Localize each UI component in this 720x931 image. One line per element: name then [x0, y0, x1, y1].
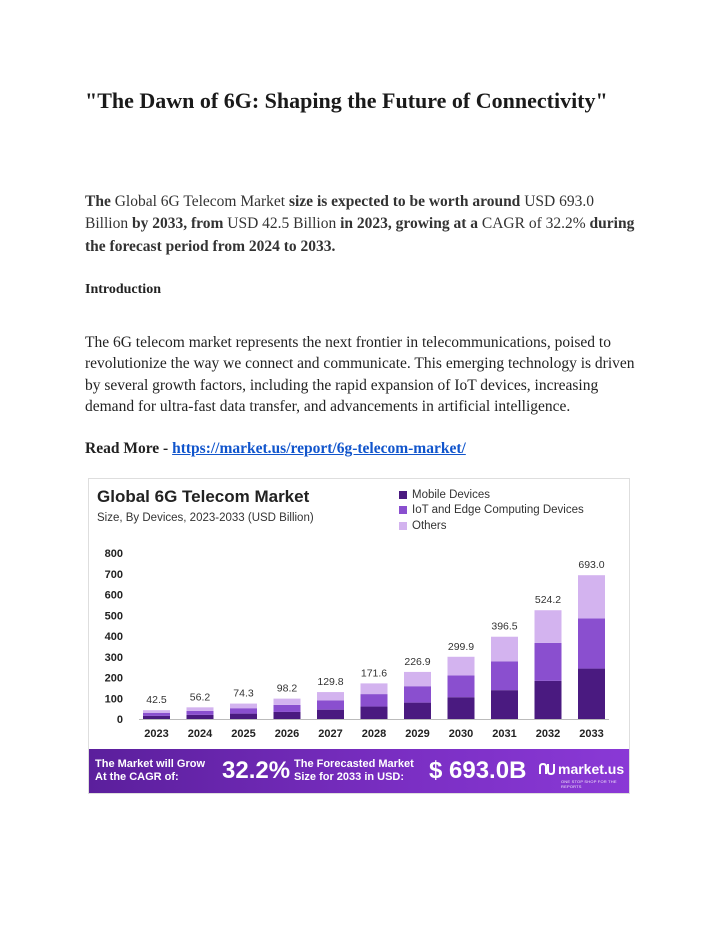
legend-item-iot [399, 503, 584, 519]
data-label: 42.5 [146, 694, 167, 707]
x-tick-label: 2024 [187, 728, 213, 740]
bar-segment-iot-and-edge-computing-devices [535, 643, 562, 681]
bar-segment-others [230, 704, 257, 709]
summary-paragraph [85, 191, 635, 259]
y-tick-label: 0 [116, 714, 123, 726]
legend-swatch-iot [399, 506, 407, 514]
bar-segment-others [491, 637, 518, 662]
infographic-title: Global 6G Telecom Market [97, 487, 310, 506]
y-tick-label: 500 [104, 610, 123, 623]
summary-text: in 2023, growing at a [340, 215, 479, 232]
y-tick-label: 800 [104, 548, 123, 560]
data-label: 171.6 [360, 667, 388, 680]
x-tick-label: 2030 [448, 728, 474, 740]
bar-segment-others [361, 683, 388, 694]
bar-segment-mobile-devices [230, 714, 257, 719]
legend-label: Mobile Devices [412, 488, 490, 501]
bar-segment-others [143, 710, 170, 713]
x-tick-label: 2025 [231, 728, 256, 740]
infographic-subtitle: Size, By Devices, 2023-2033 (USD Billion) [97, 512, 314, 524]
x-tick-label: 2031 [492, 728, 517, 740]
bar-segment-iot-and-edge-computing-devices [361, 694, 388, 706]
market-us-logo-text: market.us [558, 761, 625, 777]
legend-label: IoT and Edge Computing Devices [412, 504, 584, 517]
data-label: 98.2 [276, 682, 298, 695]
bar-segment-iot-and-edge-computing-devices [491, 661, 518, 690]
bar-segment-mobile-devices [535, 681, 562, 719]
y-tick-label: 700 [104, 568, 123, 581]
data-label: 226.9 [404, 655, 431, 668]
data-label: 56.2 [189, 691, 211, 704]
x-tick-label: 2028 [361, 728, 387, 740]
bar-segment-mobile-devices [448, 697, 475, 719]
data-label: 74.3 [233, 687, 254, 700]
bar-segment-iot-and-edge-computing-devices [404, 686, 431, 702]
legend-swatch-others [399, 522, 407, 530]
chart-legend [399, 487, 584, 534]
market-infographic [88, 478, 630, 794]
legend-swatch-mobile [399, 491, 407, 499]
legend-item-mobile [399, 487, 584, 503]
bar-segment-iot-and-edge-computing-devices [578, 618, 605, 668]
summary-banner [89, 749, 630, 794]
summary-text: size is expected to be worth around [288, 192, 521, 210]
read-more-link[interactable]: https://market.us/report/6g-telecom-market/ [172, 440, 466, 457]
bar-segment-mobile-devices [143, 716, 170, 719]
stacked-bar-chart [89, 537, 630, 749]
article-title: "The Dawn of 6G: Shaping the Future of Connectivity" [85, 88, 608, 113]
bar-segment-mobile-devices [317, 710, 344, 719]
introduction-heading: Introduction [85, 282, 161, 297]
summary-text: USD 693.0 Billion [85, 192, 594, 232]
bar-segment-others [187, 707, 214, 711]
legend-label: Others [412, 519, 447, 532]
summary-text: CAGR of 32.2% [478, 215, 590, 232]
read-more-label: Read More - [85, 440, 173, 457]
bar-segment-iot-and-edge-computing-devices [187, 711, 214, 715]
data-label: 524.2 [534, 594, 562, 607]
data-label: 129.8 [317, 676, 344, 689]
x-tick-label: 2032 [535, 728, 561, 740]
bar-segment-iot-and-edge-computing-devices [317, 700, 344, 709]
data-label: 396.5 [491, 620, 518, 633]
summary-text: by 2033, from [131, 215, 224, 232]
introduction-paragraph: The 6G telecom market represents the next frontier in telecommunications, poised to revolutionize the way we connect and communicate. This emerging technology is driven by several growth factors, including the rapid expansion of IoT devices, increasing demand for ultra-fast data transfer, and advancements in artificial intelligence. [85, 333, 635, 415]
bar-segment-others [535, 610, 562, 643]
market-us-logo-icon [539, 762, 555, 776]
summary-text: The [85, 192, 111, 210]
y-tick-label: 300 [104, 651, 123, 664]
x-tick-label: 2026 [274, 728, 300, 740]
bar-segment-mobile-devices [274, 712, 301, 719]
bar-segment-others [404, 672, 431, 686]
summary-text: USD 42.5 Billion [223, 215, 341, 232]
bar-segment-iot-and-edge-computing-devices [274, 705, 301, 712]
data-label: 693.0 [578, 559, 605, 572]
y-tick-label: 600 [104, 589, 123, 602]
read-more [85, 440, 466, 458]
x-tick-label: 2023 [144, 728, 169, 740]
bar-segment-others [448, 657, 475, 676]
summary-text: Global 6G Telecom Market [110, 192, 289, 210]
x-tick-label: 2029 [405, 728, 430, 740]
legend-item-others [399, 518, 584, 534]
market-us-logo [539, 761, 624, 777]
banner-cagr-value: 32.2% [222, 757, 291, 784]
bar-segment-others [274, 699, 301, 705]
bar-segment-mobile-devices [361, 707, 388, 719]
bar-segment-mobile-devices [187, 715, 214, 719]
x-tick-label: 2033 [579, 728, 604, 740]
bar-segment-mobile-devices [404, 703, 431, 719]
summary-text: during the forecast period from 2024 to 2033. [85, 215, 635, 255]
y-tick-label: 400 [104, 631, 123, 643]
bar-segment-others [578, 575, 605, 618]
banner-cagr-label: The Market will Grow At the CAGR of: [95, 758, 206, 783]
y-tick-label: 100 [104, 693, 123, 706]
banner-forecast-label: The Forecasted Market Size for 2033 in USD: [294, 758, 414, 783]
bar-segment-iot-and-edge-computing-devices [143, 713, 170, 716]
bar-segment-others [317, 692, 344, 700]
banner-forecast-value: $ 693.0B [429, 757, 527, 784]
bar-segment-iot-and-edge-computing-devices [448, 675, 475, 697]
data-label: 299.9 [447, 640, 475, 653]
x-tick-label: 2027 [318, 728, 343, 740]
bar-segment-mobile-devices [578, 669, 605, 719]
bar-segment-iot-and-edge-computing-devices [230, 708, 257, 713]
y-tick-label: 200 [104, 672, 123, 685]
market-us-tagline: ONE STOP SHOP FOR THE REPORTS [561, 779, 617, 789]
bar-segment-mobile-devices [491, 690, 518, 719]
